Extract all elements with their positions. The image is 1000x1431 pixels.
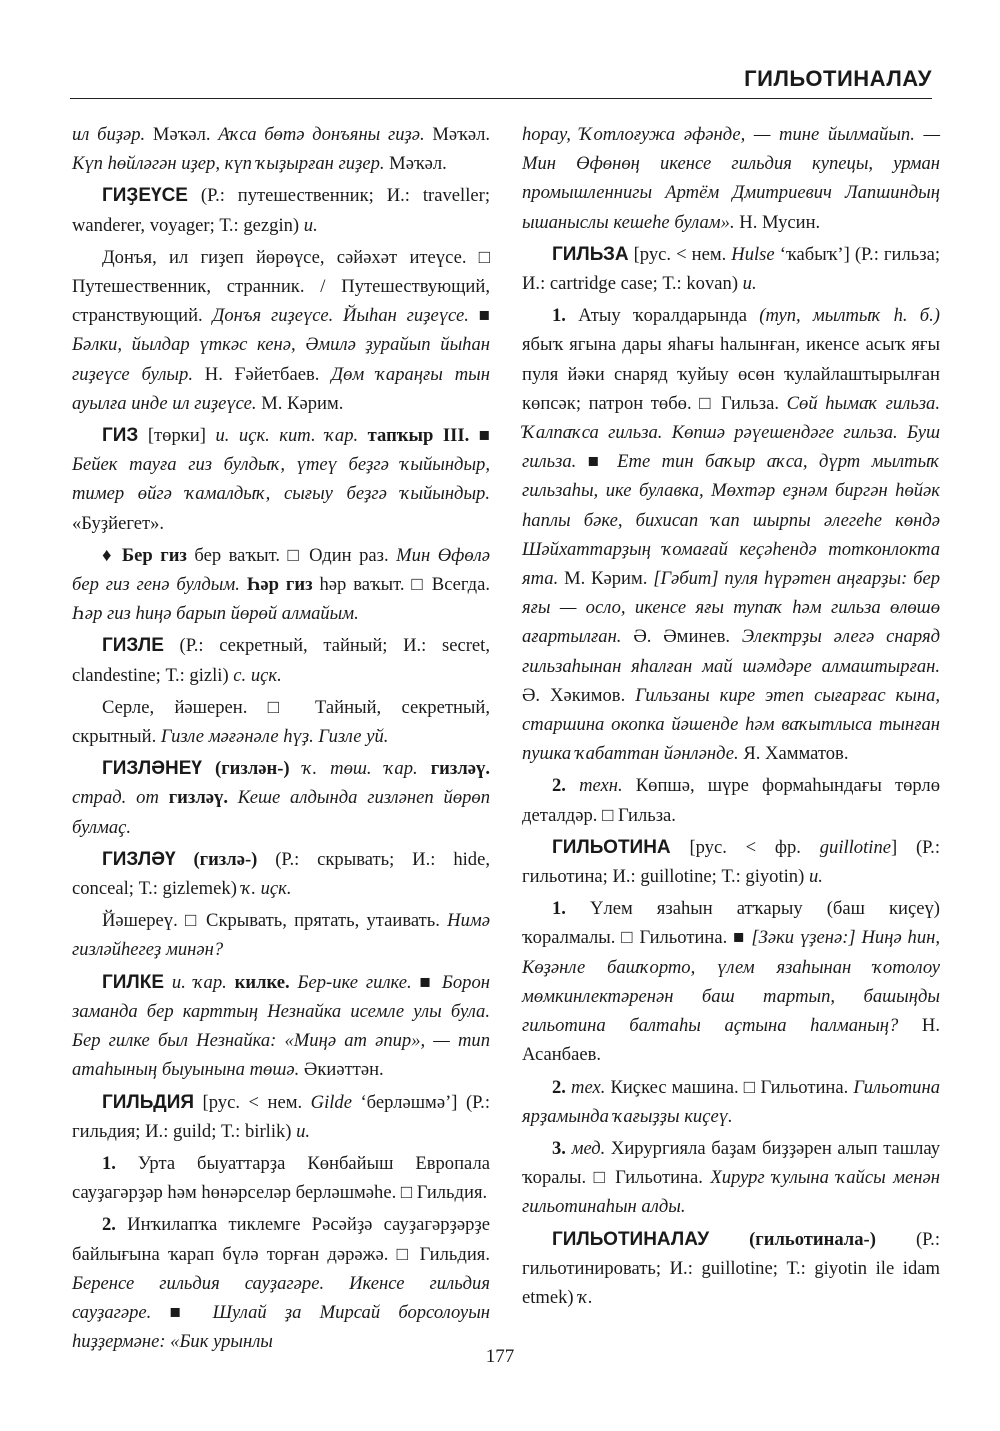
entry-gilotina-sense-2: 2. тех. Киҫкес машина. □ Гильотина. Гильотина ярҙамында ҡағыҙҙы киҫеү.	[522, 1076, 940, 1127]
entry-gilke: ГИЛКЕ и. ҡар. килке. Бер-ике гилке. ■ Борон заманда бер карттың Незнайка исемле улы була. Бер гилке был Незнайка: «Миңә ат әпир», — тип атаһының быуынына төшә. Әкиәттән.	[72, 971, 490, 1081]
entry-gizeuse-definition: Донъя, ил гиҙеп йөрөүсе, сәйәхәт итеүсе. □ Путешественник, странник. / Путешествующий, странствующий. Донъя гиҙеүсе. Йыһан гиҙеүсе. ■ Бәлки, йылдар үткәс кенә, Әмилә ҙурайып йыһан гиҙеүсе булыр. Н. Ғәйетбаев. Дөм ҡараңғы тын ауылға инде ил гиҙеүсе. М. Кәрим.	[72, 246, 490, 414]
entry-gilotina: ГИЛЬОТИНА [рус. < фр. guillotine] (Р.: гильотина; И.: guillotine; Т.: giyotin) и.	[522, 836, 940, 888]
running-head: ГИЛЬОТИНАЛАУ	[744, 66, 932, 91]
headword: ГИЗЛЕ	[102, 635, 164, 657]
entry-gilza-sense-1: 1. Атыу ҡоралдарында (туп, мылтыҡ һ. б.) ябыҡ ягына дары яһағы һалынған, икенсе асыҡ яғы пуля йәки снаряд ҡуйыу өсөн ҡулайлаштырылған көпсәк; патрон төбө. □ Гильза. Сөй һымаҡ гильза. Ҡалпаҡса гильза. Көпшә рәүешендәге гильза. Буш гильза. ■ Ете тин баҡыр аҡса, дүрт мылтыҡ гильзаһы, ике булавка, Мөхтәр еҙнәм биргән һөйәк һаплы бәке, бихисап ҡап шырпы әлегеһе көндә Шәйхаттарҙың ҡомағай кеҫәһендә тотконлокта ята. М. Кәрим. [Гәбит] пуля һүрәтен аңғарҙы: бер яғы — осло, икенсе яғы тупаҡ һәм гильза өлөшө ағартылған. Ә. Әминев. Электрҙы әлегә снаряд гильзаһынан яһалған май шәмдәре алмаштырған. Ә. Хәкимов. Гильзаны кире этеп сығарғас кына, старшина окопка йәшенде һәм ваҡытлыса тынған пушка ҡабаттан йәнләнде. Я. Хамматов.	[522, 305, 941, 765]
entry-gilotina-sense-1: 1. Үлем язаһын атҡарыу (баш киҫеү) ҡоралмалы. □ Гильотина. ■ [Зәки үҙенә:] Ниңә һин, Көҙәнле башҡорто, үлем язаһынан ҡотолоу мөмкинлектәренән баш тартып, башыңды гильотина балтаһы аҫтына һалманың? Н. Асанбаев.	[522, 898, 941, 1066]
headword: ГИЗЛӘҮ	[102, 848, 176, 870]
entry-gizleneu: ГИЗЛӘНЕҮ (гизлән-) ҡ. төш. ҡар. гизләү. страд. от гизләү. Кеше алдында гизләнеп йөрөп булмаҫ.	[72, 758, 491, 838]
headword: ГИҘЕҮСЕ	[102, 185, 188, 207]
entry-gizleu: ГИЗЛӘҮ (гизлә-) (Р.: скрывать; И.: hide, conceal; Т.: gizlemek) ҡ. иҫк.	[72, 848, 490, 900]
entry-gizle-definition: Серле, йәшерен. □ Тайный, секретный, скрытный. Гизле мәғәнәле һүҙ. Гизле уй.	[72, 696, 490, 748]
right-column	[522, 120, 940, 1312]
headword: ГИЗ	[102, 425, 139, 447]
page-number: 177	[485, 1346, 515, 1367]
entry-gildiya-sense-2: 2. Инҡилапҡа тиклемге Рәсәйҙә сауҙагәрҙәрҙе байлығына ҡарап бүлә торған дәрәжә. □ Гильдия. Беренсе гильдия сауҙагәре. Икенсе гильдия сауҙагәре. ■ Шулай ҙа Мирсай борсолоуын һиҙҙермәне: «Бик урынлы	[72, 1214, 491, 1353]
entry-gizleu-definition: Йәшереү. □ Скрывать, прятать, утаивать. Нимә гизләйһегеҙ минән?	[72, 910, 490, 961]
entry-gildiya-sense-1: 1. Урта быуаттарҙа Көнбайыш Европала сауҙагәрҙәр һәм һөнәрселәр берләшмәһе. □ Гильдия.	[72, 1152, 490, 1204]
left-column	[72, 120, 490, 1356]
headword: ГИЛЬОТИНА	[552, 836, 671, 858]
entry-continuation: ил биҙәр. Мәҡәл. Аҡса бөтә донъяны гиҙә. Мәҡәл. Күп һөйләгән иҙер, күп ҡыҙырған гиҙер. Мәҡәл.	[72, 124, 491, 175]
entry-gilza-sense-2: 2. техн. Көпшә, шүре формаһындағы төрлө деталдәр. □ Гильза.	[522, 775, 941, 826]
headword: ГИЛЬЗА	[552, 243, 629, 265]
headword: ГИЛЬДИЯ	[102, 1091, 195, 1113]
entry-gilza: ГИЛЬЗА [рус. < нем. Hulse ‘ҡабыҡ’] (Р.: гильза; И.: cartridge case; Т.: kovan) и.	[522, 243, 941, 295]
entry-giz-idioms: ♦ Бер гиз бер ваҡыт. □ Один раз. Мин Өфөлә бер гиз генә булдым. Һәр гиз һәр ваҡыт. □ Всегда. Һәр гиз һиңә барып йөрөй алмайым.	[72, 544, 490, 625]
headword: ГИЛКЕ	[102, 971, 165, 993]
entry-gilotina-sense-3: 3. мед. Хирургияла баҙам биҙҙәрен алып ташлау ҡоралы. □ Гильотина. Хирург ҡулына ҡайсы менән гильотинаһын алды.	[522, 1137, 940, 1218]
entry-gilotinalau: ГИЛЬОТИНАЛАУ (гильотинала-) (Р.: гильотинировать; И.: guillotine; Т.: giyotin ile idam etmek) ҡ.	[522, 1228, 940, 1308]
entry-giz: ГИЗ [төрки] и. иҫк. кит. ҡар. тапҡыр III. ■ Бейек тауға гиз булдыҡ, үтеү беҙгә ҡыйындыр, тимер өйгә ҡамалдыҡ, сығыу беҙгә ҡыйындыр. «Буҙйегет».	[72, 425, 490, 534]
headword: ГИЛЬОТИНАЛАУ	[552, 1228, 710, 1250]
entry-gildiya: ГИЛЬДИЯ [рус. < нем. Gilde ‘берләшмә’] (Р.: гильдия; И.: guild; Т.: birlik) и.	[72, 1091, 490, 1142]
entry-gizeuse: ГИҘЕҮСЕ (Р.: путешественник; И.: traveller; wanderer, voyager; Т.: gezgin) и.	[72, 185, 490, 236]
headword: ГИЗЛӘНЕҮ	[102, 758, 202, 780]
entry-continuation: һорау, Ҡотлоғужа әфәнде, — тине йылмайып. — Мин Өфөнөң икенсе гильдия купецы, урман промышленнигы Артём Дмитриевич Лапшиндың ышаныслы кешеһе булам». Н. Мусин.	[522, 124, 940, 233]
header-rule	[70, 98, 932, 99]
entry-gizle: ГИЗЛЕ (Р.: секретный, тайный; И.: secret, clandestine; Т.: gizli) с. иҫк.	[72, 635, 490, 686]
